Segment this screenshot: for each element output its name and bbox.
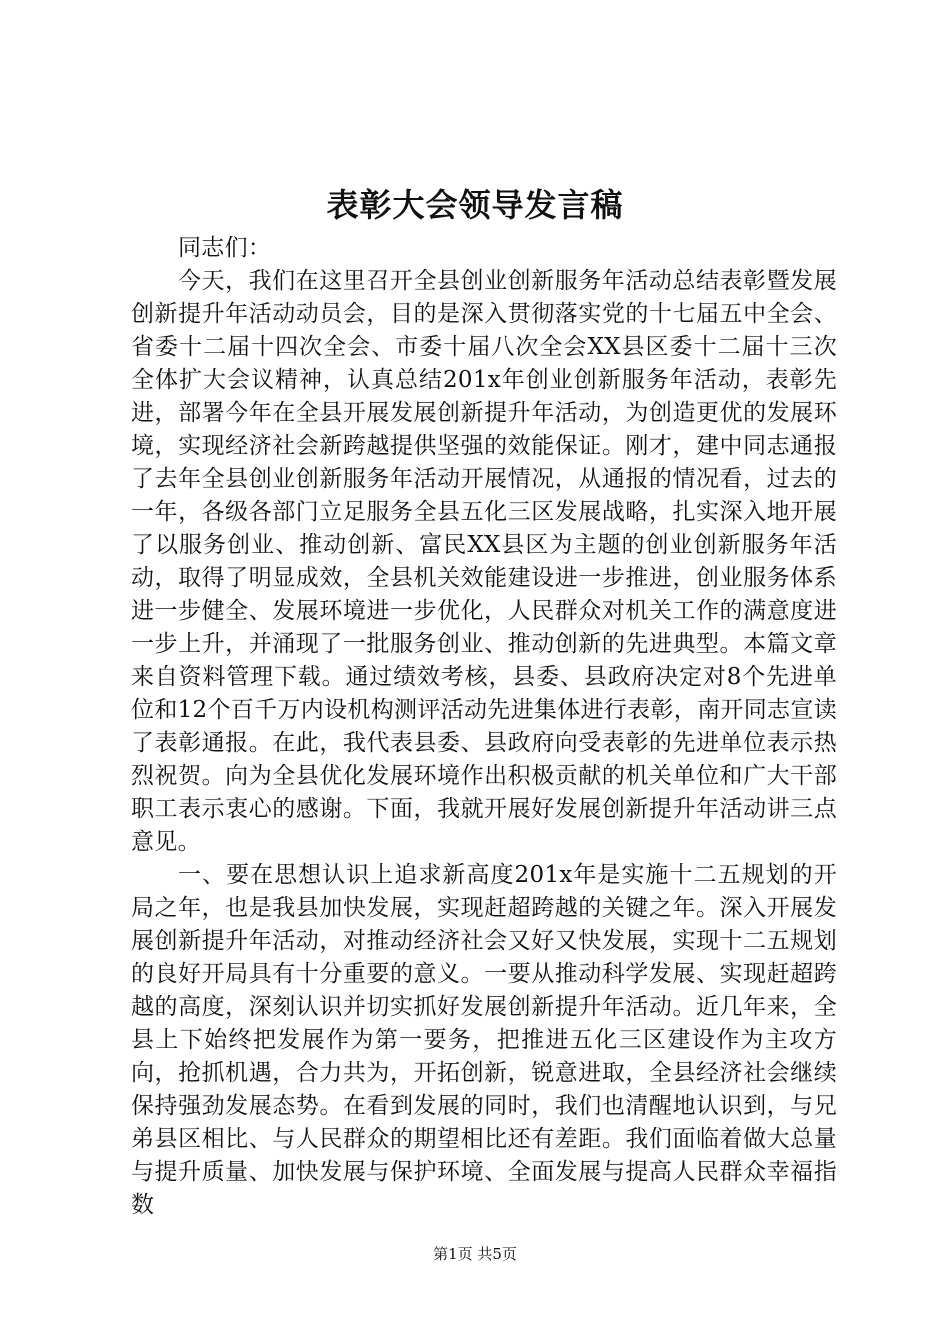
page-indicator: 第1页 共5页 — [433, 1245, 517, 1263]
paragraph-1: 今天，我们在这里召开全县创业创新服务年活动总结表彰暨发展创新提升年活动动员会，目的是深入贯彻落实党的十七届五中全会、省委十二届十四次全会、市委十届八次全会XX县区委十二届十三次全体扩大会议精神，认真总结201x年创业创新服务年活动，表彰先进，部署今年在全县开展发展创新提升年活动，为创造更优的发展环境，实现经济社会新跨越提供坚强的效能保证。刚才，建中同志通报了去年全县创业创新服务年活动开展情况，从通报的情况看，过去的一年，各级各部门立足服务全县五化三区发展战略，扎实深入地开展了以服务创业、推动创新、富民XX县区为主题的创业创新服务年活动，取得了明显成效，全县机关效能建设进一步推进，创业服务体系进一步健全、发展环境进一步优化，人民群众对机关工作的满意度进一步上升，并涌现了一批服务创业、推动创新的先进典型。本篇文章来自资料管理下载。通过绩效考核，县委、县政府决定对8个先进单位和12个百千万内设机构测评活动先进集体进行表彰，南开同志宣读了表彰通报。在此，我代表县委、县政府向受表彰的先进单位表示热烈祝贺。向为全县优化发展环境作出积极贡献的机关单位和广大干部职工表示衷心的感谢。下面，我就开展好发展创新提升年活动讲三点意见。 — [131, 268, 837, 855]
document-body — [131, 232, 837, 1222]
paragraph-2: 一、要在思想认识上追求新高度201x年是实施十二五规划的开局之年，也是我县加快发展，实现赶超跨越的关键之年。深入开展发展创新提升年活动，对推动经济社会又好又快发展，实现十二五规划的良好开局具有十分重要的意义。一要从推动科学发展、实现赶超跨越的高度，深刻认识并切实抓好发展创新提升年活动。近几年来，全县上下始终把发展作为第一要务，把推进五化三区建设作为主攻方向，抢抓机遇，合力共为，开拓创新，锐意进取，全县经济社会继续保持强劲发展态势。在看到发展的同时，我们也清醒地认识到，与兄弟县区相比、与人民群众的期望相比还有差距。我们面临着做大总量与提升质量、加快发展与保护环境、全面发展与提高人民群众幸福指数 — [131, 862, 837, 1218]
salutation: 同志们： — [178, 235, 272, 261]
document-title: 表彰大会领导发言稿 — [326, 186, 624, 224]
